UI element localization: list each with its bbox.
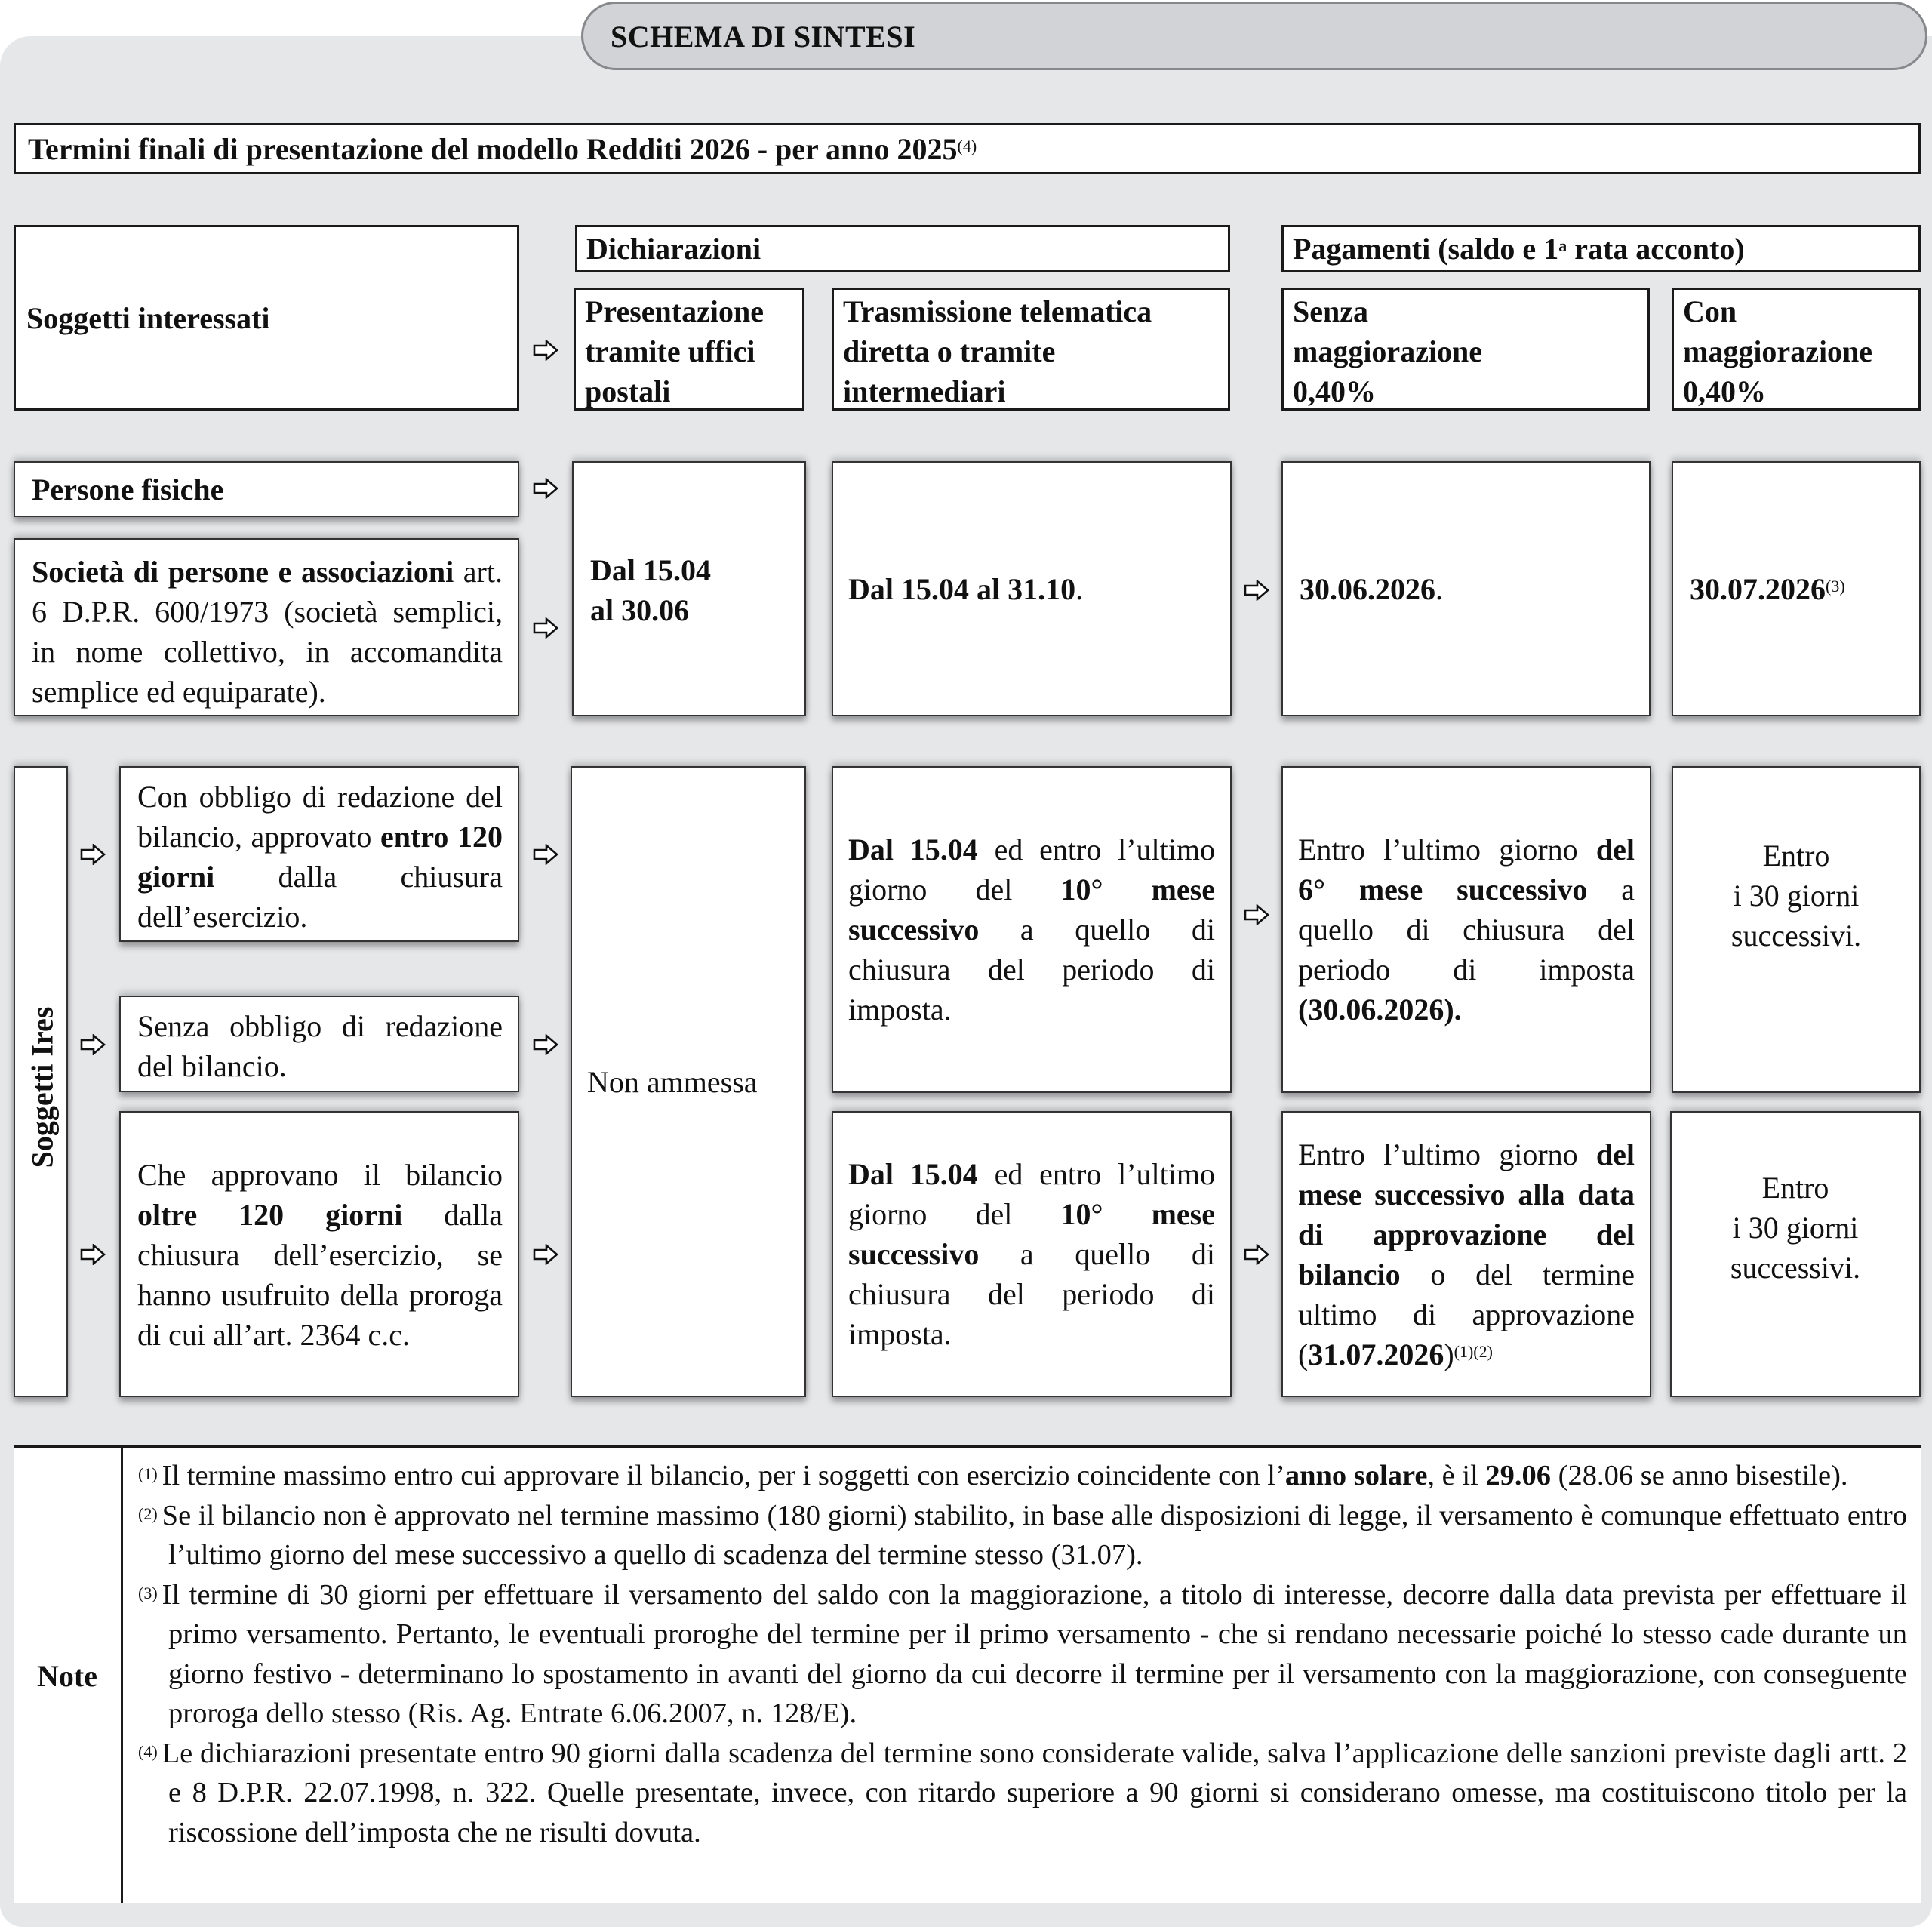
text-run: Che approvano il bilancio bbox=[137, 1158, 503, 1192]
footnote-ref: (1)(2) bbox=[1454, 1341, 1493, 1361]
cell-line: Entro bbox=[1762, 839, 1830, 873]
text-run-bold: 29.06 bbox=[1485, 1460, 1552, 1491]
arrow-right-icon bbox=[1244, 580, 1269, 601]
societa-bold: Società di persone e associazioni bbox=[32, 555, 454, 589]
note-item bbox=[138, 1456, 1907, 1496]
societa-box bbox=[14, 538, 519, 716]
note-item bbox=[138, 1496, 1907, 1575]
text-run: ed entro l’ultimo giorno del bbox=[848, 833, 1216, 907]
telematica-cell bbox=[832, 461, 1232, 716]
text-run-bold: entro 120 giorni bbox=[137, 820, 503, 894]
header-dichiarazioni bbox=[575, 225, 1230, 272]
arrow-right-icon bbox=[533, 844, 558, 865]
ires-subject-3 bbox=[119, 1111, 519, 1397]
ires-senza-magg-cell-2 bbox=[1281, 1111, 1651, 1397]
telematica-bold: Dal 15.04 al 31.10 bbox=[848, 571, 1076, 606]
text-run-bold: 31.07.2026 bbox=[1308, 1337, 1444, 1371]
text-run: ) bbox=[1444, 1337, 1454, 1371]
title-box bbox=[14, 123, 1921, 174]
telematica-text bbox=[848, 1154, 1215, 1354]
text-run-bold: (30.06.2026). bbox=[1298, 993, 1462, 1027]
text-run: Entro l’ultimo giorno bbox=[1298, 833, 1596, 867]
text-run: Entro l’ultimo giorno bbox=[1298, 1137, 1596, 1171]
arrow-right-icon bbox=[533, 478, 558, 499]
text-run-bold: Dal 15.04 bbox=[848, 1157, 978, 1191]
cell-line: Entro bbox=[1761, 1171, 1829, 1205]
note-number: (2) bbox=[138, 1504, 158, 1523]
cell-line: al 30.06 bbox=[590, 593, 690, 627]
soggetti-ires-label: Soggetti Ires bbox=[25, 1006, 60, 1168]
uffici-postali-cell bbox=[572, 461, 806, 716]
cell-line: i 30 giorni bbox=[1733, 879, 1860, 913]
senza-magg-rest: . bbox=[1435, 571, 1443, 606]
col-label-line: Trasmissione telematica bbox=[843, 294, 1152, 328]
societa-rest: art. 6 D.P.R. 600/1973 (società semplici, in nome collettivo, in accomandita semplice ed equiparate). bbox=[32, 555, 503, 709]
ires-telematica-cell-1 bbox=[832, 766, 1232, 1093]
text-run-bold: 10° mese successivo bbox=[848, 873, 1215, 947]
notes-label: Note bbox=[37, 1658, 97, 1693]
ires-con-magg-cell-2 bbox=[1670, 1111, 1921, 1397]
telematica-text bbox=[848, 830, 1215, 1030]
soggetti-ires-label-box bbox=[14, 766, 68, 1397]
notes-box bbox=[14, 1445, 1921, 1903]
pagamenti-label bbox=[1293, 229, 1745, 269]
col-label-line: Con bbox=[1683, 294, 1737, 328]
arrow-right-icon bbox=[1244, 904, 1269, 925]
header-uffici-postali bbox=[574, 288, 804, 411]
ires-senza-magg-cell-1 bbox=[1281, 766, 1651, 1093]
text-run-bold: anno solare bbox=[1284, 1460, 1428, 1491]
arrow-right-icon bbox=[80, 844, 106, 865]
telematica-text bbox=[848, 569, 1083, 609]
pagamenti-label-text: rata acconto) bbox=[1567, 232, 1745, 266]
con-magg-text bbox=[1690, 569, 1845, 609]
text-run-bold: del 6° mese successivo bbox=[1298, 833, 1635, 907]
arrow-right-icon bbox=[1244, 1244, 1269, 1265]
persone-fisiche-label: Persone fisiche bbox=[32, 472, 224, 506]
cell-line: i 30 giorni bbox=[1732, 1211, 1859, 1245]
text-run-bold: oltre 120 giorni bbox=[137, 1198, 403, 1232]
telematica-rest: . bbox=[1075, 571, 1084, 606]
pagamenti-label-text: Pagamenti (saldo e 1 bbox=[1293, 232, 1559, 266]
col-label-line: 0,40% bbox=[1683, 374, 1766, 408]
arrow-right-icon bbox=[533, 617, 558, 639]
societa-text bbox=[32, 552, 503, 712]
ires-telematica-cell-2 bbox=[832, 1111, 1232, 1397]
non-ammessa-cell bbox=[571, 766, 806, 1397]
text-run: Il termine massimo entro cui approvare il bilancio, per i soggetti con esercizio coincidente con l’ bbox=[162, 1460, 1285, 1491]
footnote-ref: (3) bbox=[1826, 576, 1845, 596]
arrow-right-icon bbox=[533, 1034, 558, 1055]
text-run-bold: 10° mese successivo bbox=[848, 1197, 1215, 1271]
table-title-text: Termini finali di presentazione del modello Redditi 2026 - per anno 2025 bbox=[28, 131, 958, 166]
text-run: Senza obbligo di redazione del bilancio. bbox=[137, 1009, 503, 1083]
col-label-line: Senza bbox=[1293, 294, 1368, 328]
text-run: ed entro l’ultimo giorno del bbox=[848, 1157, 1216, 1231]
table-title bbox=[28, 129, 977, 169]
senza-magg-text bbox=[1298, 830, 1635, 1030]
ires-subject-2 bbox=[119, 996, 519, 1092]
con-magg-date: 30.07.2026 bbox=[1690, 571, 1826, 606]
dichiarazioni-label: Dichiarazioni bbox=[586, 232, 761, 266]
senza-magg-cell bbox=[1281, 461, 1651, 716]
header-senza-maggiorazione bbox=[1281, 288, 1650, 411]
header-pagamenti bbox=[1281, 225, 1921, 272]
section-title: SCHEMA DI SINTESI bbox=[611, 20, 916, 54]
arrow-right-icon bbox=[533, 340, 558, 361]
header-telematica bbox=[832, 288, 1230, 411]
text-run: a quello di chiusura del periodo di imposta. bbox=[848, 1237, 1215, 1351]
ires-subject-text bbox=[137, 1006, 503, 1086]
col-label-line: postali bbox=[585, 374, 671, 408]
arrow-right-icon bbox=[80, 1244, 106, 1265]
cell-line: successivi. bbox=[1730, 919, 1862, 953]
senza-magg-text bbox=[1300, 569, 1443, 609]
ires-subject-text bbox=[137, 777, 503, 937]
text-run-bold: Dal 15.04 bbox=[848, 833, 978, 867]
arrow-right-icon bbox=[533, 1244, 558, 1265]
col-label-line: 0,40% bbox=[1293, 374, 1376, 408]
note-number: (4) bbox=[138, 1741, 158, 1761]
note-number: (3) bbox=[138, 1583, 158, 1602]
col-label-line: maggiorazione bbox=[1293, 334, 1483, 368]
header-con-maggiorazione bbox=[1672, 288, 1921, 411]
header-soggetti-label: Soggetti interessati bbox=[26, 300, 270, 335]
text-run: Con obbligo di redazione del bilancio, approvato bbox=[137, 780, 503, 854]
ires-con-magg-cell-1 bbox=[1672, 766, 1921, 1093]
text-run: dalla chiusura dell’esercizio. bbox=[137, 860, 503, 934]
ires-subject-text bbox=[137, 1155, 503, 1355]
text-run: a quello di chiusura del periodo di imposta. bbox=[848, 913, 1215, 1027]
text-run-bold: del mese successivo alla data di approvazione del bilancio bbox=[1298, 1137, 1635, 1291]
col-label-line: diretta o tramite bbox=[843, 334, 1056, 368]
text-run: Il termine di 30 giorni per effettuare il versamento del saldo con la maggiorazione, a titolo di interesse, decorre dalla data prevista per effettuare il primo versamento. Pertanto, le eventuali proroghe del termine per il primo versamento - che si rendano necessarie poiché lo stesso cade durante un giorno festivo - determinano lo spostamento in avanti del giorno da cui decorre il termine per il versamento con la maggiorazione, con conseguente proroga dello stesso (Ris. Ag. Entrate 6.06.2007, n. 128/E). bbox=[162, 1578, 1907, 1729]
col-label-line: tramite uffici bbox=[585, 334, 755, 368]
footnote-ref: (4) bbox=[957, 136, 977, 155]
text-run: Le dichiarazioni presentate entro 90 giorni dalla scadenza del termine sono considerate valide, salva l’applicazione delle sanzioni previste dagli artt. 2 e 8 D.P.R. 22.07.1998, n. 322. Quelle presentate, invece, con ritardo superiore a 90 giorni si considerano omesse, ma costituiscono titolo per la riscossione dell’imposta che ne risulti dovuta. bbox=[162, 1737, 1907, 1849]
note-number: (1) bbox=[138, 1464, 158, 1483]
con-magg-cell bbox=[1672, 461, 1921, 716]
col-label-line: maggiorazione bbox=[1683, 334, 1873, 368]
persone-fisiche-box bbox=[14, 461, 519, 517]
note-item bbox=[138, 1575, 1907, 1734]
ires-subject-1 bbox=[119, 766, 519, 942]
senza-magg-bold: 30.06.2026 bbox=[1300, 571, 1435, 606]
text-run: , è il bbox=[1427, 1460, 1486, 1491]
section-tab bbox=[581, 2, 1927, 70]
text-run: (28.06 se anno bisestile). bbox=[1551, 1460, 1848, 1491]
col-label-line: Presentazione bbox=[585, 294, 764, 328]
text-run: o del termine ultimo di approvazione ( bbox=[1298, 1257, 1635, 1371]
ordinal-sup: a bbox=[1558, 236, 1567, 255]
text-run: dalla chiusura dell’esercizio, se hanno usufruito della proroga di cui all’art. 2364 c.c. bbox=[137, 1198, 503, 1352]
non-ammessa-text: Non ammessa bbox=[587, 1064, 758, 1099]
note-item bbox=[138, 1734, 1907, 1853]
cell-line: successivi. bbox=[1730, 1251, 1861, 1285]
text-run: a quello di chiusura del periodo di imposta bbox=[1298, 873, 1635, 987]
col-label-line: intermediari bbox=[843, 374, 1006, 408]
arrow-right-icon bbox=[80, 1034, 106, 1055]
notes-body bbox=[121, 1448, 1921, 1903]
text-run: Se il bilancio non è approvato nel termine massimo (180 giorni) stabilito, in base alle disposizioni di legge, il versamento è comunque effettuato entro l’ultimo giorno del mese successivo a quello di scadenza del termine stesso (31.07). bbox=[162, 1499, 1907, 1571]
header-soggetti bbox=[14, 225, 519, 411]
cell-line: Dal 15.04 bbox=[590, 553, 711, 587]
senza-magg-text bbox=[1298, 1134, 1635, 1374]
